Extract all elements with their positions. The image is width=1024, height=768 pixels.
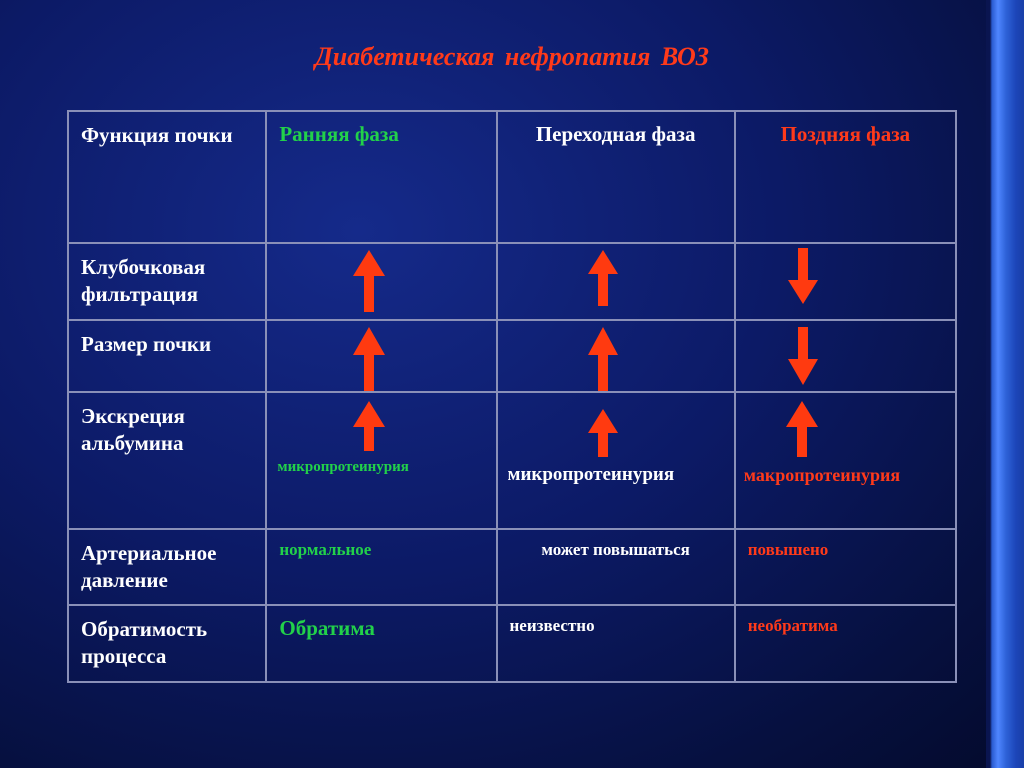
cell-transition: неизвестно — [497, 605, 735, 682]
cell-text: макропротеинурия — [743, 465, 901, 485]
side-decoration-bar — [986, 0, 1024, 768]
header-cell-function — [68, 111, 266, 243]
arrow-up-icon — [588, 250, 618, 311]
table-row — [68, 529, 956, 605]
table-header-row — [68, 111, 956, 243]
cell-transition — [497, 320, 735, 392]
cell-late — [735, 243, 956, 320]
cell-text: микропротеинурия — [507, 464, 675, 485]
cell-text: микропротеинурия — [277, 459, 409, 475]
cell-early — [266, 392, 496, 529]
header-cell-late — [735, 111, 956, 243]
cell-transition — [497, 392, 735, 529]
cell-late: необратима — [735, 605, 956, 682]
arrow-down-icon — [788, 248, 818, 309]
arrow-up-icon — [588, 327, 618, 396]
table-row — [68, 320, 956, 392]
table-row — [68, 605, 956, 682]
arrow-down-icon — [788, 327, 818, 390]
header-label: Переходная фаза — [535, 122, 696, 146]
cell-transition: может повышаться — [497, 529, 735, 605]
arrow-up-icon — [786, 401, 818, 462]
cell-early — [266, 320, 496, 392]
cell-early: Обратима — [266, 605, 496, 682]
row-label: Артериальное давление — [68, 529, 266, 605]
slide-title: Диабетическая нефропатия ВОЗ — [315, 42, 709, 71]
arrow-up-icon — [353, 327, 385, 396]
nephropathy-table — [67, 110, 957, 683]
table-row — [68, 243, 956, 320]
row-label: Экскреция альбумина — [68, 392, 266, 529]
arrow-up-icon — [353, 250, 385, 317]
header-label: Поздняя фаза — [780, 122, 911, 146]
cell-late — [735, 320, 956, 392]
header-cell-early — [266, 111, 496, 243]
row-label: Клубочковая фильтрация — [68, 243, 266, 320]
arrow-up-icon — [588, 409, 618, 462]
header-cell-transition — [497, 111, 735, 243]
arrow-up-icon — [353, 401, 385, 456]
cell-late: повышено — [735, 529, 956, 605]
cell-early: нормальное — [266, 529, 496, 605]
header-label: Ранняя фаза — [279, 122, 399, 146]
table-row — [68, 392, 956, 529]
row-label: Размер почки — [68, 320, 266, 392]
header-label: Функция почки — [81, 123, 233, 147]
cell-early — [266, 243, 496, 320]
cell-late — [735, 392, 956, 529]
cell-transition — [497, 243, 735, 320]
row-label: Обратимость процесса — [68, 605, 266, 682]
